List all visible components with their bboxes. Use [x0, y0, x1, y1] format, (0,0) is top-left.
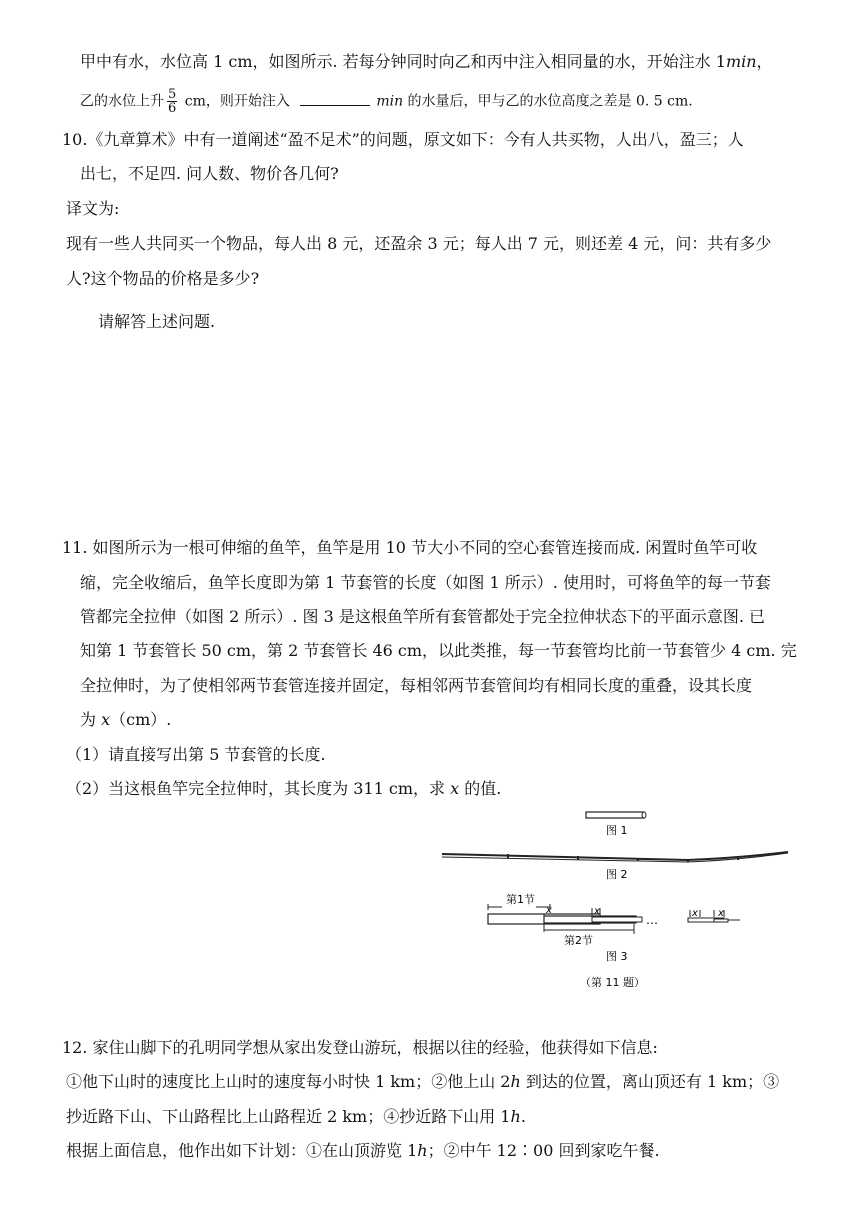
- fraction: [167, 88, 177, 115]
- collapsed-rod: [586, 812, 644, 818]
- q9-line-2: [80, 88, 693, 115]
- fishing-rod-figure: [438, 808, 798, 998]
- overlap-x-label: x: [692, 908, 698, 919]
- q12-line-1: 12. 家住山脚下的孔明同学想从家出发登山游玩，根据以往的经验，他获得如下信息:: [62, 1038, 658, 1057]
- q9-text: 甲中有水，水位高 1 cm，如图所示. 若每分钟同时向乙和丙中注入相同量的水，开始注水 1: [80, 52, 726, 71]
- q12-line-3: [66, 1107, 526, 1127]
- q11-line-4: 知第 1 节套管长 50 cm，第 2 节套管长 46 cm，以此类推，每一节套管均比前一节套管少 4 cm. 完: [80, 641, 797, 660]
- q11-line-1: 11. 如图所示为一根可伸缩的鱼竿，鱼竿是用 10 节大小不同的空心套管连接而成. 闲置时鱼竿可收: [62, 538, 758, 557]
- q9-text: 的水量后，甲与乙的水位高度之差是 0. 5 cm.: [403, 93, 693, 110]
- fraction-numerator: 5: [168, 87, 177, 102]
- figure-3: [488, 892, 740, 963]
- q12-text: .: [520, 1107, 526, 1126]
- figure-caption: （第 11 题）: [580, 976, 645, 989]
- q9-unit: min: [725, 52, 757, 71]
- q12-text: 抄近路下山、下山路程比上山路程近 2 km；④抄近路下山用 1: [66, 1107, 511, 1126]
- q11-line-2: 缩，完全收缩后，鱼竿长度即为第 1 节套管的长度（如图 1 所示）. 使用时，可将鱼竿的每一节套: [80, 573, 771, 592]
- q12-unit: h: [510, 1107, 521, 1126]
- variable-x: x: [101, 710, 111, 729]
- ellipsis: …: [646, 913, 658, 927]
- q11-text: 为: [80, 710, 102, 729]
- q10-line-4: 现有一些人共同买一个物品，每人出 8 元，还盈余 3 元；每人出 7 元，则还差 4 元，问：共有多少: [66, 234, 772, 253]
- q12-unit: h: [417, 1141, 428, 1160]
- q11-line-3: 管都完全拉伸（如图 2 所示）. 图 3 是这根鱼竿所有套管都处于完全拉伸状态下的平面示意图. 已: [80, 607, 766, 626]
- figure-2: [442, 852, 788, 881]
- q10-line-6: 请解答上述问题.: [98, 312, 216, 331]
- overlap-x-label: x: [546, 905, 552, 916]
- q12-text: 到达的位置，离山顶还有 1 km；③: [520, 1072, 780, 1091]
- fig2-label: 图 2: [606, 868, 628, 881]
- figure-1: [586, 812, 646, 837]
- q9-text-end: ，: [756, 52, 773, 71]
- q12-text: ；②中午 12∶00 回到家吃午餐.: [427, 1141, 660, 1160]
- q11-text: （2）当这根鱼竿完全拉伸时，其长度为 311 cm，求: [66, 779, 451, 798]
- fig3-label: 图 3: [606, 950, 628, 963]
- segment-3: [592, 917, 642, 922]
- q12-line-4: [66, 1141, 660, 1161]
- fig1-label: 图 1: [606, 824, 628, 837]
- variable-x: x: [450, 779, 460, 798]
- q11-line-6: [80, 710, 171, 730]
- q12-text: 根据上面信息，他作出如下计划：①在山顶游览 1: [66, 1141, 418, 1160]
- q11-text: （cm）.: [110, 710, 172, 729]
- q9-line-1: [80, 52, 773, 72]
- q9-text: cm，则开始注入: [180, 93, 295, 110]
- q9-unit: min: [376, 93, 404, 110]
- q9-text: 乙的水位上升: [80, 93, 164, 110]
- q10-line-5: 人?这个物品的价格是多少?: [66, 269, 260, 288]
- fraction-denominator: 6: [168, 101, 177, 116]
- seg1-label: 第1节: [506, 893, 535, 906]
- q11-sub-1: （1）请直接写出第 5 节套管的长度.: [66, 745, 326, 764]
- q12-line-2: [66, 1072, 779, 1092]
- q12-unit: h: [510, 1072, 521, 1091]
- overlap-x-label: x: [718, 908, 724, 919]
- overlap-x-label: x: [594, 906, 600, 917]
- answer-blank[interactable]: [300, 91, 370, 106]
- q10-line-2: 出七，不足四. 问人数、物价各几何?: [80, 164, 339, 183]
- q10-line-3: 译文为:: [66, 199, 120, 218]
- q10-line-1: 10.《九章算术》中有一道阐述“盈不足术”的问题，原文如下：今有人共买物，人出八，盈三；人: [62, 130, 744, 149]
- segment-10: [714, 919, 728, 922]
- q11-sub-2: [66, 779, 501, 799]
- q11-line-5: 全拉伸时，为了使相邻两节套管连接并固定，每相邻两节套管间均有相同长度的重叠，设其长度: [80, 676, 753, 695]
- q11-text: 的值.: [459, 779, 502, 798]
- rod-tip: [642, 812, 646, 818]
- q12-text: ①他下山时的速度比上山时的速度每小时快 1 km；②他上山 2: [66, 1072, 511, 1091]
- seg2-label: 第2节: [564, 934, 593, 947]
